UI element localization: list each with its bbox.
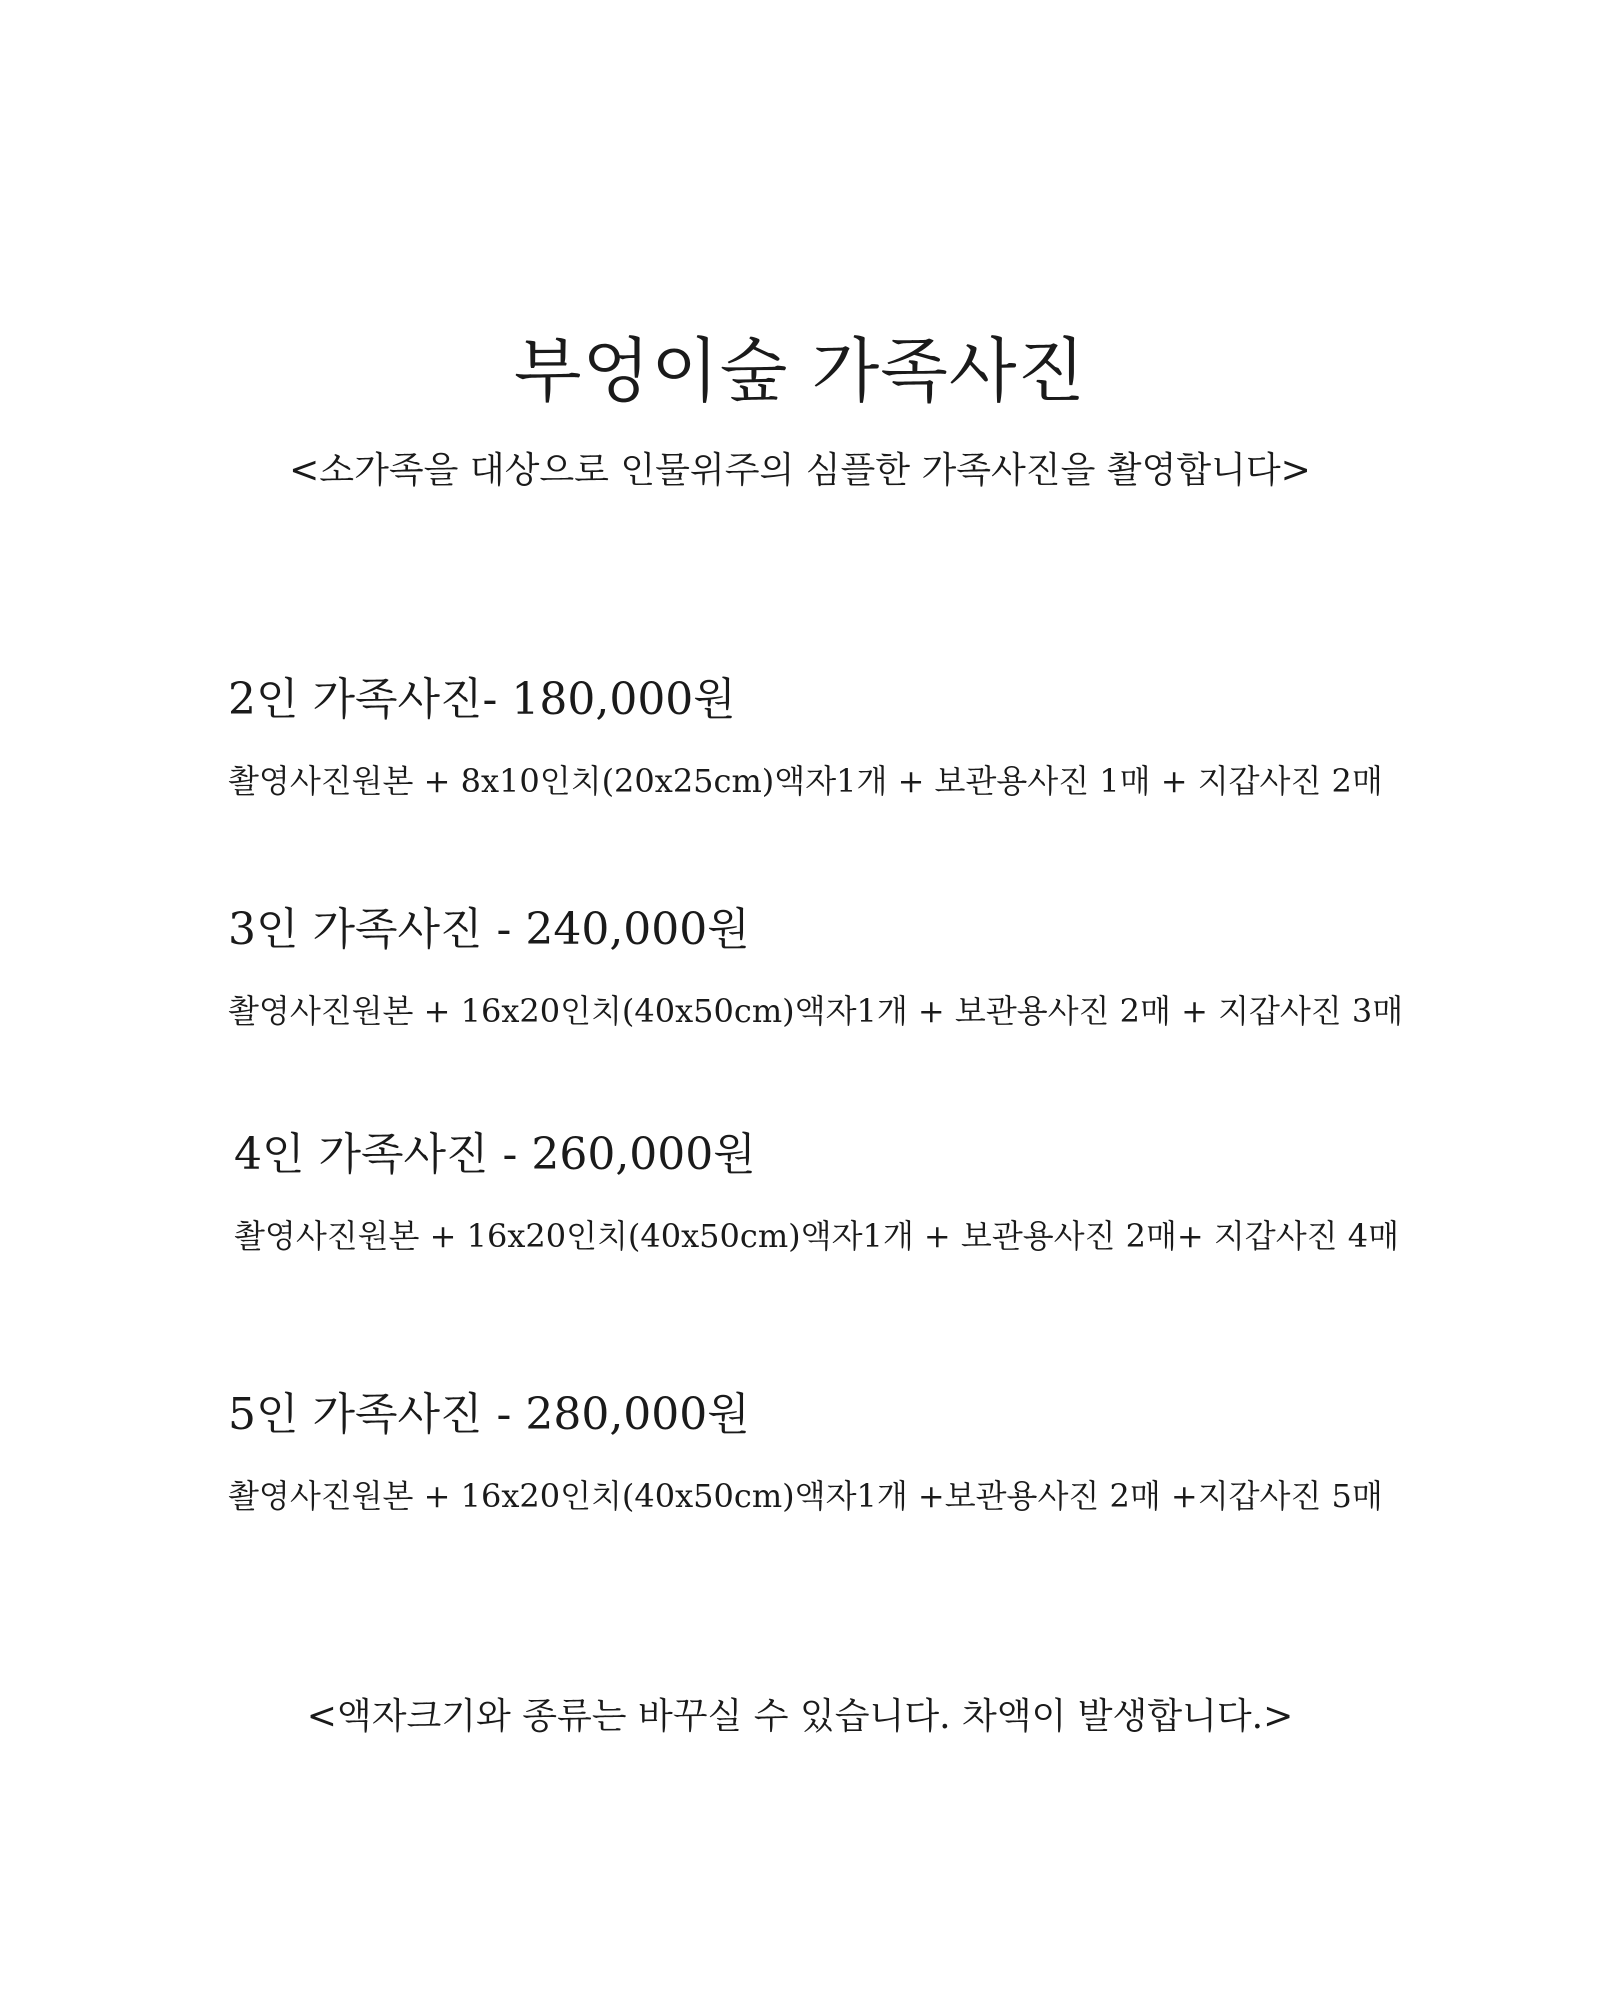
package-heading: 5인 가족사진 - 280,000원 — [228, 1389, 750, 1440]
package-heading: 2인 가족사진- 180,000원 — [228, 674, 736, 725]
package-2-person — [228, 670, 1528, 804]
page-subtitle: <소가족을 대상으로 인물위주의 심플한 가족사진을 촬영합니다> — [289, 450, 1311, 491]
package-heading: 3인 가족사진 - 240,000원 — [228, 904, 750, 955]
package-detail: 촬영사진원본 + 16x20인치(40x50cm)액자1개 + 보관용사진 2매 + 지갑사진 3매 — [228, 992, 1404, 1030]
package-detail: 촬영사진원본 + 8x10인치(20x25cm)액자1개 + 보관용사진 1매 + 지갑사진 2매 — [228, 762, 1383, 800]
page-title: 부엉이숲 가족사진 — [513, 330, 1087, 412]
footer-notice: <액자크기와 종류는 바꾸실 수 있습니다. 차액이 발생합니다.> — [306, 1696, 1294, 1737]
package-5-person — [228, 1385, 1528, 1519]
package-detail: 촬영사진원본 + 16x20인치(40x50cm)액자1개 +보관용사진 2매 +지갑사진 5매 — [228, 1477, 1383, 1515]
package-3-person — [228, 900, 1528, 1034]
package-4-person — [234, 1125, 1534, 1259]
package-heading: 4인 가족사진 - 260,000원 — [234, 1129, 756, 1180]
package-detail: 촬영사진원본 + 16x20인치(40x50cm)액자1개 + 보관용사진 2매+ 지갑사진 4매 — [234, 1217, 1399, 1255]
